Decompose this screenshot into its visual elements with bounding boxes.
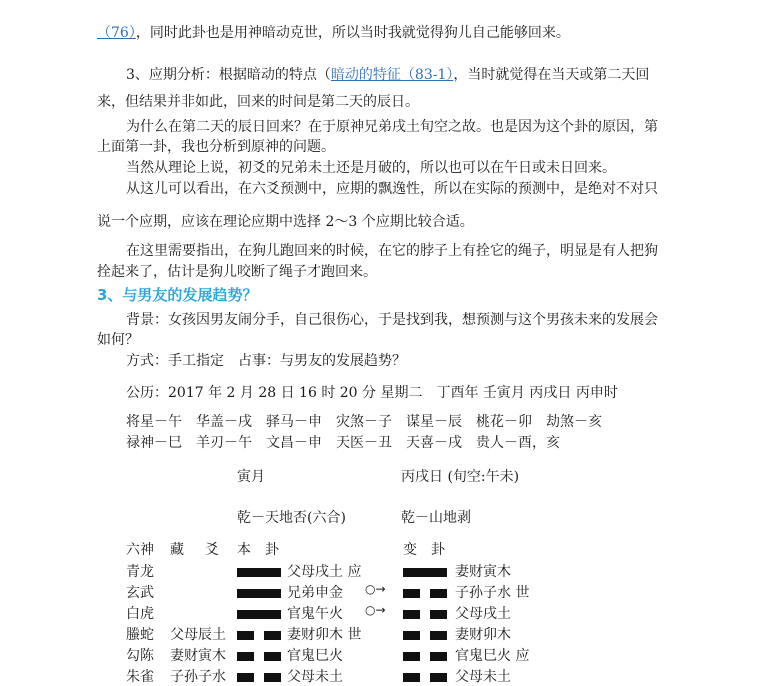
paragraph-line-3: 来，但结果并非如此，回来的时间是第二天的辰日。 bbox=[97, 94, 419, 110]
method-line: 方式：手工指定 占事：与男友的发展趋势？ bbox=[126, 353, 406, 369]
liushen-cell: 玄武 bbox=[126, 585, 154, 601]
bian-yin-left bbox=[403, 631, 420, 640]
reference-link-83-1[interactable]: 暗动的特征（83-1） bbox=[330, 67, 454, 83]
bian-gua-line bbox=[403, 669, 447, 685]
background-line-1: 背景：女孩因男友闹分手，自己很伤心，于是找到我，想预测与这个男孩未来的发展会 bbox=[126, 312, 658, 328]
ben-gua-label: 兄弟申金 bbox=[287, 585, 343, 601]
paragraph-line-9: 在这里需要指出，在狗儿跑回来的时候，在它的脖子上有拴它的绳子，明显是有人把狗 bbox=[126, 243, 658, 259]
bian-yin-right bbox=[430, 610, 447, 619]
ben-yin-right bbox=[264, 673, 281, 682]
ben-gua-line bbox=[237, 669, 281, 685]
ben-yin-left bbox=[237, 631, 254, 640]
ben-yang-line bbox=[237, 589, 281, 598]
col-head-ben: 本 卦 bbox=[237, 542, 279, 558]
bian-gua-label: 妻财寅木 bbox=[455, 564, 511, 580]
liushen-cell: 青龙 bbox=[126, 564, 154, 580]
cang-cell: 妻财寅木 bbox=[170, 648, 226, 664]
liushen-cell: 勾陈 bbox=[126, 648, 154, 664]
paragraph-line-4: 为什么在第二天的辰日回来？在于原神兄弟戌土旬空之故。也是因为这个卦的原因，第 bbox=[126, 119, 658, 135]
ben-gua-line bbox=[237, 606, 281, 622]
col-head-bian: 变 卦 bbox=[403, 542, 445, 558]
day-label: 丙戌日 (旬空:午未) bbox=[401, 469, 520, 485]
paragraph-line-6: 当然从理论上说，初爻的兄弟未土还是月破的，所以也可以在午日或未日回来。 bbox=[126, 160, 616, 176]
ben-yin-right bbox=[264, 652, 281, 661]
ben-gua-label: 父母戌土 应 bbox=[287, 564, 362, 580]
section-heading: 3、与男友的发展趋势？ bbox=[97, 286, 258, 304]
paragraph-line-2: 3、应期分析：根据暗动的特点（暗动的特征（83-1），当时就觉得在当天或第二天回 bbox=[126, 67, 650, 83]
liushen-cell: 螣蛇 bbox=[126, 627, 154, 643]
moving-mark: ○→ bbox=[365, 582, 386, 596]
ben-gua-line bbox=[237, 585, 281, 601]
col-head-liushen: 六神 bbox=[126, 542, 154, 558]
liushen-cell: 白虎 bbox=[126, 606, 154, 622]
bian-gua-line bbox=[403, 606, 447, 622]
ben-yang-line bbox=[237, 568, 281, 577]
ben-gua-line bbox=[237, 627, 281, 643]
paragraph-line-7: 从这儿可以看出，在六爻预测中，应期的飘逸性，所以在实际的预测中，是绝对不对只 bbox=[126, 181, 658, 197]
bian-gua-line bbox=[403, 564, 447, 580]
ben-gua-line bbox=[237, 564, 281, 580]
change-gua-name: 乾－山地剥 bbox=[401, 510, 471, 526]
bian-yin-right bbox=[430, 652, 447, 661]
paragraph-line-10: 拴起来了，估计是狗儿咬断了绳子才跑回来。 bbox=[97, 264, 377, 280]
calendar-line: 公历：2017 年 2 月 28 日 16 时 20 分 星期二 丁酉年 壬寅月 丙戌日 丙申时 bbox=[126, 385, 618, 401]
main-gua-name: 乾－天地否(六合) bbox=[237, 510, 346, 526]
cang-cell: 父母辰土 bbox=[170, 627, 226, 643]
reference-link-76[interactable]: （76） bbox=[97, 25, 136, 41]
ben-gua-label: 父母未土 bbox=[287, 669, 343, 685]
bian-gua-label: 官鬼巳火 应 bbox=[455, 648, 530, 664]
shensha-line-2: 禄神－巳 羊刃－午 文昌－申 天医－丑 天喜－戌 贵人－酉，亥 bbox=[126, 435, 560, 451]
ben-gua-label: 妻财卯木 世 bbox=[287, 627, 362, 643]
liushen-cell: 朱雀 bbox=[126, 669, 154, 685]
bian-gua-label: 妻财卯木 bbox=[455, 627, 511, 643]
ben-yin-left bbox=[237, 673, 254, 682]
ben-yang-line bbox=[237, 610, 281, 619]
paragraph-line-5: 上面第一卦，我也分析到原神的问题。 bbox=[97, 139, 335, 155]
bian-yin-right bbox=[430, 631, 447, 640]
bian-gua-line bbox=[403, 648, 447, 664]
bian-gua-label: 父母戌土 bbox=[455, 606, 511, 622]
ben-gua-line bbox=[237, 648, 281, 664]
bian-gua-line bbox=[403, 585, 447, 601]
bian-yin-right bbox=[430, 673, 447, 682]
ben-gua-label: 官鬼巳火 bbox=[287, 648, 343, 664]
bian-yin-left bbox=[403, 652, 420, 661]
col-head-cang: 藏 bbox=[170, 542, 184, 558]
bian-yang-line bbox=[403, 568, 447, 577]
paragraph-line-1: （76），同时此卦也是用神暗动克世，所以当时我就觉得狗儿自己能够回来。 bbox=[97, 25, 570, 41]
bian-gua-label: 父母未土 bbox=[455, 669, 511, 685]
bian-gua-line bbox=[403, 627, 447, 643]
ben-yin-right bbox=[264, 631, 281, 640]
bian-yin-left bbox=[403, 589, 420, 598]
col-head-yao: 爻 bbox=[205, 542, 219, 558]
bian-yin-left bbox=[403, 673, 420, 682]
cang-cell: 子孙子水 bbox=[170, 669, 226, 685]
background-line-2: 如何？ bbox=[97, 332, 139, 348]
paragraph-line-8: 说一个应期，应该在理论应期中选择 2～3 个应期比较合适。 bbox=[97, 214, 474, 230]
month-label: 寅月 bbox=[237, 469, 265, 485]
shensha-line-1: 将星－午 华盖－戌 驿马－申 灾煞－子 谋星－辰 桃花－卯 劫煞－亥 bbox=[126, 414, 602, 430]
bian-gua-label: 子孙子水 世 bbox=[455, 585, 530, 601]
ben-gua-label: 官鬼午火 bbox=[287, 606, 343, 622]
bian-yin-right bbox=[430, 589, 447, 598]
moving-mark: ○→ bbox=[365, 603, 386, 617]
ben-yin-left bbox=[237, 652, 254, 661]
bian-yin-left bbox=[403, 610, 420, 619]
